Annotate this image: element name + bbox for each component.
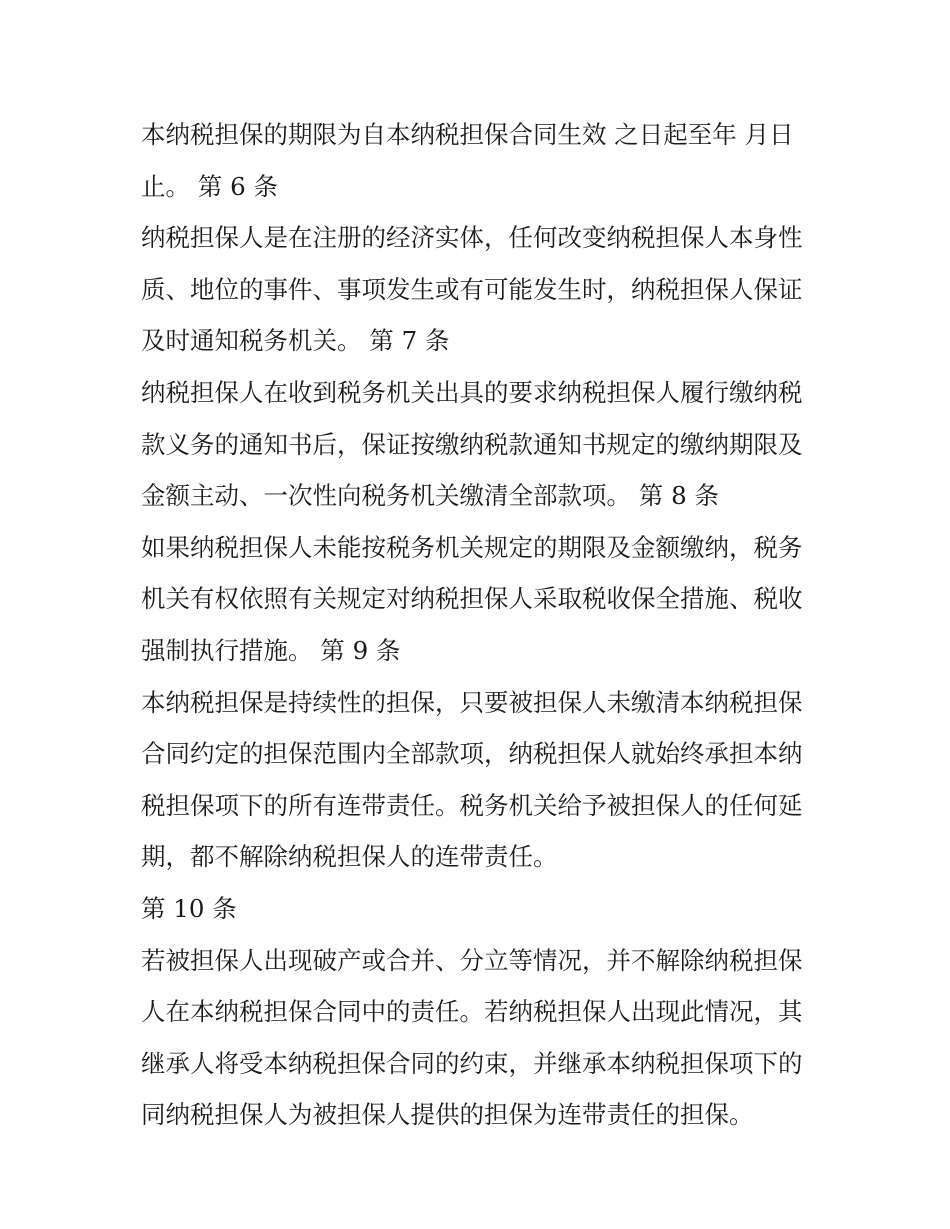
text-line: 税担保项下的所有连带责任。税务机关给予被担保人的任何延 bbox=[141, 790, 803, 820]
text-line: 期，都不解除纳税担保人的连带责任。 bbox=[141, 842, 558, 872]
text-line: 本纳税担保是持续性的担保，只要被担保人未缴清本纳税担保 bbox=[141, 687, 803, 717]
text-line: 人在本纳税担保合同中的责任。若纳税担保人出现此情况，其 bbox=[141, 997, 803, 1027]
text-line: 止。 第 6 条 bbox=[141, 171, 278, 201]
text-line: 本纳税担保的期限为自本纳税担保合同生效 之日起至年 月日 bbox=[141, 120, 794, 149]
text-line: 同纳税担保人为被担保人提供的担保为连带责任的担保。 bbox=[141, 1100, 754, 1130]
text-line: 机关有权依照有关规定对纳税担保人采取税收保全措施、税收 bbox=[141, 584, 803, 614]
document-body bbox=[141, 109, 821, 1141]
text-line: 强制执行措施。 第 9 条 bbox=[141, 635, 401, 665]
text-line: 继承人将受本纳税担保合同的约束，并继承本纳税担保项下的 bbox=[141, 1048, 803, 1078]
text-line: 如果纳税担保人未能按税务机关规定的期限及金额缴纳，税务 bbox=[141, 532, 803, 562]
text-line: 款义务的通知书后，保证按缴纳税款通知书规定的缴纳期限及 bbox=[141, 429, 803, 459]
text-line: 及时通知税务机关。 第 7 条 bbox=[141, 326, 450, 356]
text-line: 金额主动、一次性向税务机关缴清全部款项。 第 8 条 bbox=[141, 481, 719, 511]
text-line: 合同约定的担保范围内全部款项，纳税担保人就始终承担本纳 bbox=[141, 739, 803, 769]
text-line: 纳税担保人在收到税务机关出具的要求纳税担保人履行缴纳税 bbox=[141, 377, 803, 407]
text-line: 第 10 条 bbox=[141, 893, 237, 923]
text-line: 质、地位的事件、事项发生或有可能发生时，纳税担保人保证 bbox=[141, 274, 803, 304]
text-line: 若被担保人出现破产或合并、分立等情况，并不解除纳税担保 bbox=[141, 945, 803, 975]
text-line: 纳税担保人是在注册的经济实体，任何改变纳税担保人本身性 bbox=[141, 223, 803, 253]
